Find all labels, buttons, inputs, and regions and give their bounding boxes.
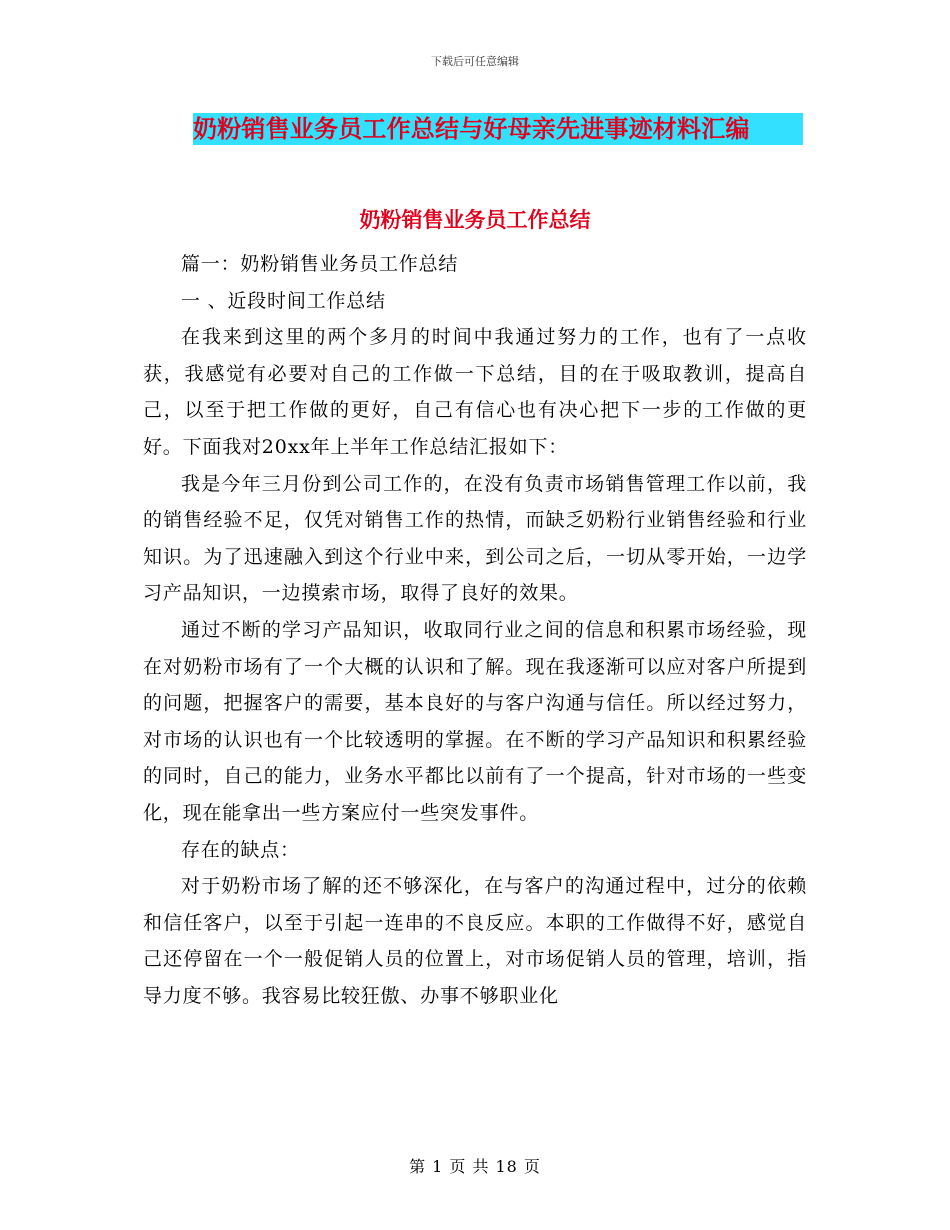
- footer-total-pages: 18: [495, 1157, 518, 1176]
- footer-suffix: 页: [523, 1157, 541, 1176]
- paragraph: 通过不断的学习产品知识，收取同行业之间的信息和积累市场经验，现在对奶粉市场有了一个大概的认识和了解。现在我逐渐可以应对客户所提到的问题，把握客户的需要，基本良好的与客户沟通与信任。所以经过努力，对市场的认识也有一个比较透明的掌握。在不断的学习产品知识和积累经验的同时，自己的能力，业务水平都比以前有了一个提高，针对市场的一些变化，现在能拿出一些方案应付一些突发事件。: [143, 618, 807, 824]
- footer-mid: 页 共: [449, 1157, 490, 1176]
- paragraph: 在我来到这里的两个多月的时间中我通过努力的工作，也有了一点收获，我感觉有必要对自己的工作做一下总结，目的在于吸取教训，提高自己，以至于把工作做的更好，自己有信心也有决心把下一步的工作做的更好。下面我对20xx年上半年工作总结汇报如下：: [143, 326, 807, 458]
- footer-page-number: 1: [432, 1157, 444, 1176]
- page-footer: [0, 1154, 950, 1177]
- document-title: 奶粉销售业务员工作总结与好母亲先进事迹材料汇编: [193, 113, 803, 145]
- paragraph: 我是今年三月份到公司工作的，在没有负责市场销售管理工作以前，我的销售经验不足，仅凭对销售工作的热情，而缺乏奶粉行业销售经验和行业知识。为了迅速融入到这个行业中来，到公司之后，一切从零开始，一边学习产品知识，一边摸索市场，取得了良好的效果。: [143, 472, 807, 605]
- paragraph: 篇一：奶粉销售业务员工作总结: [181, 253, 459, 275]
- paragraph: 存在的缺点：: [181, 838, 300, 861]
- section-title: 奶粉销售业务员工作总结: [359, 207, 591, 232]
- header-note: 下载后可任意编辑: [431, 55, 519, 68]
- body-text: [143, 246, 807, 1014]
- paragraph: 一 、近段时间工作总结: [181, 289, 386, 312]
- paragraph: 对于奶粉市场了解的还不够深化，在与客户的沟通过程中，过分的依赖和信任客户，以至于引起一连串的不良反应。本职的工作做得不好，感觉自己还停留在一个一般促销人员的位置上，对市场促销人员的管理，培训，指导力度不够。我容易比较狂傲、办事不够职业化: [143, 875, 807, 1007]
- footer-prefix: 第: [409, 1157, 427, 1176]
